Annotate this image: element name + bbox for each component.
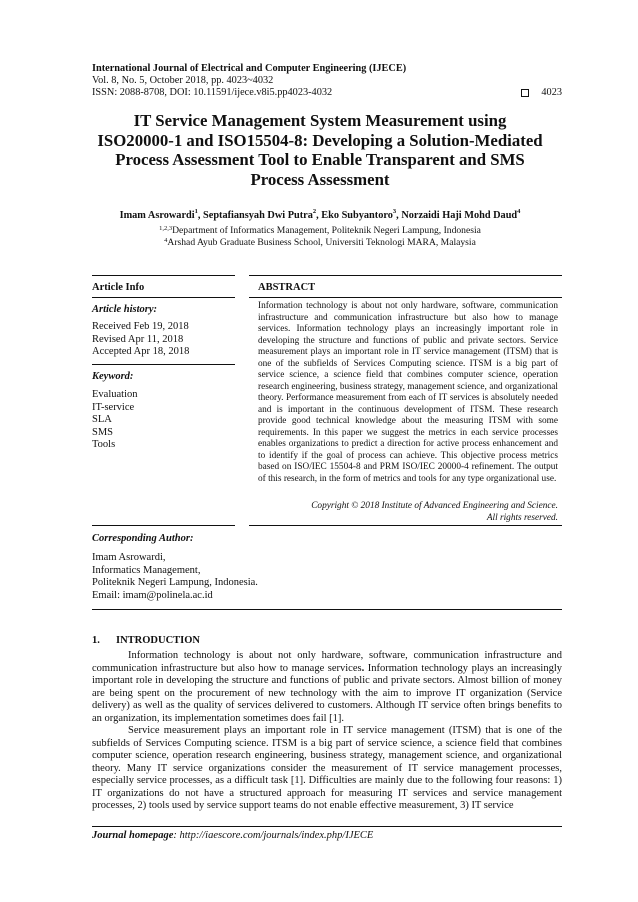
divider: [92, 275, 235, 276]
author-sup: 2: [312, 208, 317, 215]
history-item: Accepted Apr 18, 2018: [92, 346, 190, 357]
article-history-label: Article history:: [92, 304, 158, 315]
divider: [92, 609, 562, 610]
corresponding-author-details: [92, 552, 258, 602]
keyword-item: SLA: [92, 414, 112, 425]
title-line: Process Assessment: [250, 169, 390, 189]
section-title: INTRODUCTION: [116, 635, 201, 646]
paragraph-text: Information technology plays an increasingly important role in developing the structure and functions of public and private sectors. Almost billion of money are being spent on the procurement of new technology with the aim to improve IT organization (Service delivery) as well as the quality of services delivered to customers. Although IT service often brings benefits to an organization, its implementation sometimes does fail [1].: [92, 662, 563, 724]
paragraph: Service measurement plays an important role in IT service management (ITSM) that is one of the subfields of Services Computing science. ITSM is a big part of service science, a science field that combines computer science, operation research engineering, business strategy, management science, and organizational theory. Many IT service organizations consider the measurement of IT service management processes, especially service processes, as a difficult task [1]. Difficulties are mainly due to the following four reasons: 1) IT organizations do not have a structured approach for measuring IT services and service management processes, 2) tools used by service support teams do not enable effective measurement, 3) IT service: [92, 725, 562, 811]
keyword-item: Evaluation: [92, 389, 138, 400]
paper-title: [70, 111, 570, 189]
page-number: 4023: [541, 87, 562, 98]
corresponding-author-label: Corresponding Author:: [92, 533, 194, 544]
keyword-item: SMS: [92, 426, 114, 438]
journal-title: International Journal of Electrical and Computer Engineering (IJECE): [92, 63, 407, 74]
copyright-line: All rights reserved.: [486, 513, 558, 523]
author-name: Norzaidi Haji Mohd Daud: [401, 210, 518, 221]
copyright-notice: [258, 500, 558, 524]
paragraph: [92, 650, 562, 725]
abstract-heading: ABSTRACT: [258, 282, 316, 293]
keyword-list: [92, 389, 138, 452]
divider: [92, 364, 235, 365]
copyright-line: Copyright © 2018 Institute of Advanced Engineering and Science.: [311, 501, 558, 511]
affiliation-1: [60, 225, 580, 236]
square-bullet-icon: [521, 89, 529, 97]
author-name: Septafiansyah Dwi Putra: [203, 210, 313, 221]
author-separator: ,: [316, 210, 322, 221]
introduction-body: [92, 650, 562, 813]
history-list: [92, 321, 189, 359]
history-item: Revised Apr 11, 2018: [92, 333, 184, 345]
journal-header: [92, 63, 562, 99]
author-sup: 4: [517, 208, 521, 215]
author-sup: 1: [194, 208, 198, 215]
issn-doi: ISSN: 2088-8708, DOI: 10.11591/ijece.v8i5.pp4023-4032: [92, 87, 333, 98]
corresponding-line: Informatics Management,: [92, 564, 201, 576]
corresponding-line: Imam Asrowardi,: [92, 552, 166, 563]
paragraph-text: .: [361, 662, 368, 674]
author-name: Imam Asrowardi: [119, 210, 195, 221]
paragraph-text: Information technology is about not only hardware, software, communication infrastructure and communication infrastructure but also how to manage services: [92, 650, 562, 674]
affiliation-2: [60, 237, 580, 248]
divider: [92, 826, 562, 827]
keyword-label: Keyword:: [92, 371, 134, 382]
author-sup: 3: [392, 208, 397, 215]
affiliation-text: Arshad Ayub Graduate Business School, Universiti Teknologi MARA, Malaysia: [167, 237, 476, 248]
article-info-heading: Article Info: [92, 282, 145, 293]
author-separator: ,: [396, 210, 402, 221]
title-line: Process Assessment Tool to Enable Transparent and SMS: [115, 150, 525, 169]
homepage-url: : http://iaescore.com/journals/index.php/IJECE: [173, 830, 374, 841]
abstract-text: Information technology is about not only hardware, software, communication infrastructure and communication infrastructure but also how to manage services. Information technology plays an increasingly important role in developing the structure and functions of public and private sectors. Service measurement plays an important role in IT service management (ITSM) that is one of the subfields of Services Computing science. ITSM is a big part of service science, a science field that combines computer science, operation research engineering, business strategy, management science, and organizational theory. Performance measurement from each of IT services is absolutely needed and is important in the continuous development of ITSM. These research provide good technical knowledge about the measuring ITSM with some requirements. In this paper we suggest the metrics in each service processes enables organizations to predict a direction for active process enhancement and to identify if the goal of process can achieve. This objective process metrics based on ISO/IEC 15504-8 and PRM ISO/IEC 20000-4 refinement. The output of this research, in the form of metrics and tools for any type organizational use.: [258, 301, 558, 484]
homepage-label: Journal homepage: [92, 830, 174, 841]
title-line: IT Service Management System Measurement using: [133, 111, 507, 130]
title-line: ISO20000-1 and ISO15504-8: Developing a Solution-Mediated: [97, 130, 543, 150]
affiliation-sup: 4: [164, 237, 168, 244]
author-list: [60, 210, 580, 221]
section-number: 1.: [92, 635, 100, 646]
corresponding-line: Email: imam@polinela.ac.id: [92, 589, 213, 601]
journal-homepage: [92, 830, 373, 841]
divider: [92, 525, 235, 526]
keyword-item: IT-service: [92, 401, 135, 413]
affiliation-sup: 1,2,3: [159, 225, 173, 232]
divider: [249, 525, 562, 526]
section-heading: [92, 635, 200, 646]
affiliation-text: Department of Informatics Management, Politeknik Negeri Lampung, Indonesia: [172, 225, 481, 236]
history-item: Received Feb 19, 2018: [92, 321, 189, 332]
divider: [249, 275, 562, 276]
divider: [249, 297, 562, 298]
divider: [92, 297, 235, 298]
volume-info: Vol. 8, No. 5, October 2018, pp. 4023~4032: [92, 75, 274, 86]
keyword-item: Tools: [92, 439, 116, 450]
author-name: Eko Subyantoro: [321, 210, 393, 221]
corresponding-line: Politeknik Negeri Lampung, Indonesia.: [92, 577, 258, 588]
author-separator: ,: [197, 210, 204, 221]
